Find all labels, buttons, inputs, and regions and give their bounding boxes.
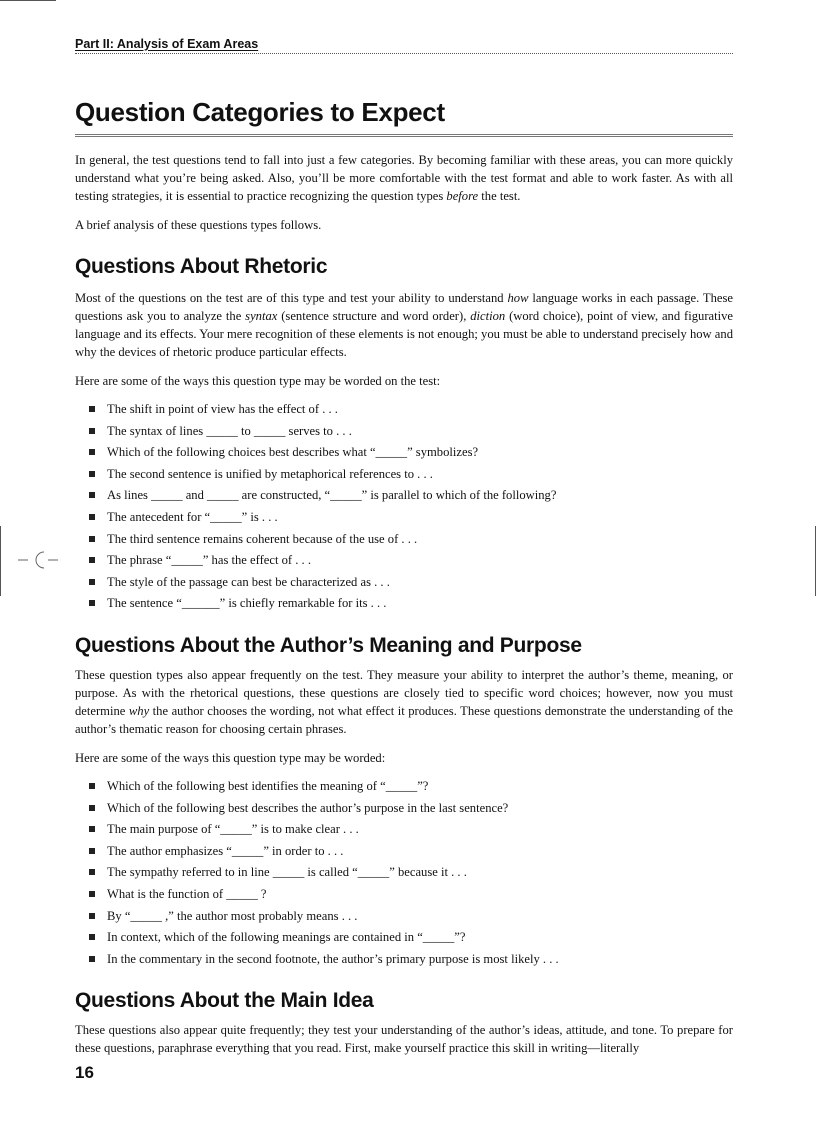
- list-item: The sentence “______” is chiefly remarkable for its . . .: [89, 593, 733, 615]
- meaning-lead-in: Here are some of the ways this question type may be worded:: [75, 750, 386, 765]
- rhetoric-lead-in: Here are some of the ways this question type may be worded on the test:: [75, 374, 441, 388]
- list-item: By “_____ ,” the author most probably means . . .: [89, 906, 733, 928]
- list-item: The third sentence remains coherent because of the use of . . .: [89, 529, 733, 551]
- list-item: The main purpose of “_____” is to make clear . . .: [89, 819, 733, 841]
- intro-followup: A brief analysis of these questions types follows.: [75, 218, 322, 232]
- list-item: The style of the passage can best be characterized as . . .: [89, 572, 733, 594]
- list-item: The author emphasizes “_____” in order to . . .: [89, 841, 733, 863]
- list-item: As lines _____ and _____ are constructed, “_____” is parallel to which of the following?: [89, 485, 733, 507]
- list-item: The sympathy referred to in line _____ is called “_____” because it . . .: [89, 862, 733, 884]
- running-head-text: Part II: Analysis of Exam Areas: [75, 37, 259, 51]
- section-heading-rhetoric: Questions About Rhetoric: [75, 255, 328, 278]
- page-number: 16: [75, 1063, 94, 1082]
- rhetoric-paragraph: Most of the questions on the test are of this type and test your ability to understand how language works in each passage. These questions ask you to analyze the syntax (sentence structure and word order), diction (word choice), point of view, and figurative language and its effects. Your mere recognition of these elements is not enough; you must be able to understand precisely how and why the devices of rhetoric produce particular effects.: [75, 291, 733, 359]
- rhetoric-question-list: [75, 399, 733, 615]
- list-item: The phrase “_____” has the effect of . . .: [89, 550, 733, 572]
- page-title: Question Categories to Expect: [75, 96, 733, 137]
- list-item: Which of the following best describes the author’s purpose in the last sentence?: [89, 798, 733, 820]
- meaning-question-list: [75, 776, 733, 970]
- section-heading-meaning: Questions About the Author’s Meaning and Purpose: [75, 633, 582, 657]
- list-item: In context, which of the following meanings are contained in “_____”?: [89, 927, 733, 949]
- meaning-paragraph: These question types also appear frequently on the test. They measure your ability to interpret the author’s theme, meaning, or purpose. As with the rhetorical questions, these questions are closely tied to specific word choices; however, now you must determine why the author chooses the wording, not what effect it produces. These questions demonstrate the understanding of the author’s thematic reason for choosing certain phrases.: [75, 667, 734, 736]
- list-item: What is the function of _____ ?: [89, 884, 733, 906]
- list-item: The antecedent for “_____” is . . .: [89, 507, 733, 529]
- list-item: In the commentary in the second footnote, the author’s primary purpose is most likely . . .: [89, 949, 733, 971]
- intro-paragraph: In general, the test questions tend to fall into just a few categories. By becoming familiar with these areas, you can more quickly understand what you’re being asked. Also, you’ll be more comfortable with the test format and able to work faster. As with all testing strategies, it is essential to practice recognizing the question types before the test.: [75, 153, 733, 203]
- section-heading-main-idea: Questions About the Main Idea: [75, 989, 374, 1013]
- registration-mark-icon: [18, 548, 62, 572]
- list-item: Which of the following choices best describes what “_____” symbolizes?: [89, 442, 733, 464]
- list-item: Which of the following best identifies the meaning of “_____”?: [89, 776, 733, 798]
- list-item: The shift in point of view has the effect of . . .: [89, 399, 733, 421]
- page-content: [75, 96, 733, 1057]
- list-item: The syntax of lines _____ to _____ serves to . . .: [89, 421, 733, 443]
- running-head: [75, 37, 733, 54]
- crop-mark-left: [0, 526, 1, 596]
- main-idea-paragraph: These questions also appear quite frequently; they test your understanding of the author’s ideas, attitude, and tone. To prepare for these questions, paraphrase everything that you read. First, make yourself practice this skill in writing—literally: [75, 1023, 733, 1056]
- list-item: The second sentence is unified by metaphorical references to . . .: [89, 464, 733, 486]
- crop-mark-top: [0, 0, 56, 1]
